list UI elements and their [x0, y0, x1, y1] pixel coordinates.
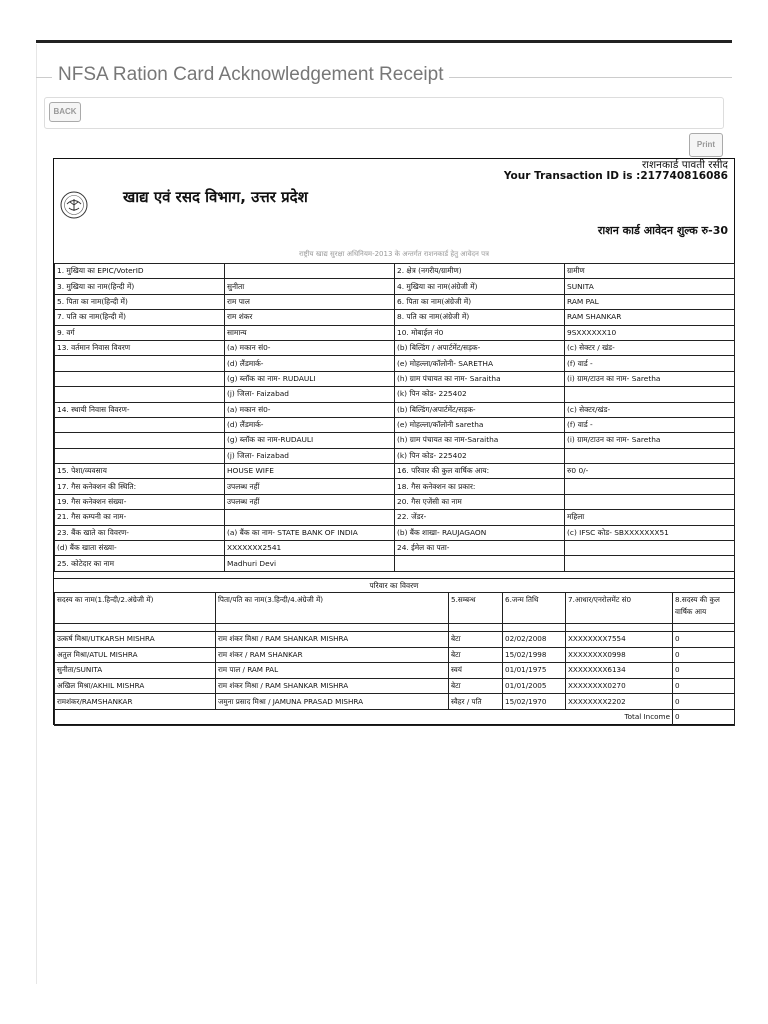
field-label — [55, 356, 225, 371]
details-row — [55, 510, 735, 525]
family-header-row — [55, 593, 735, 624]
field-label — [55, 433, 225, 448]
up-state-emblem-icon — [60, 191, 88, 219]
transaction-id: Your Transaction ID is :217740816086 — [503, 170, 728, 182]
field-value: (c) सेक्टर/खंड- — [565, 402, 735, 417]
details-row — [55, 279, 735, 294]
details-row — [55, 556, 735, 571]
field-label: (b) बिल्डिंग/अपार्टमेंट/सड़क- — [395, 402, 565, 417]
family-cell: अखिल मिश्रा/AKHIL MISHRA — [55, 678, 216, 694]
family-cell: 0 — [673, 694, 735, 710]
family-table — [54, 592, 735, 726]
details-row — [55, 340, 735, 355]
field-label: 4. मुखिया का नाम(अंग्रेजी में) — [395, 279, 565, 294]
details-table — [54, 263, 735, 572]
family-cell: बेटा — [449, 678, 503, 694]
family-cell: स्वयं — [449, 663, 503, 679]
field-label: 17. गैस कनेक्शन की स्थिति: — [55, 479, 225, 494]
field-value: XXXXXXX2541 — [225, 541, 395, 556]
field-value: (d) लैंडमार्क- — [225, 417, 395, 432]
details-row — [55, 371, 735, 386]
field-value: उपलब्ध नहीं — [225, 494, 395, 509]
field-label: 8. पति का नाम(अंग्रेजी में) — [395, 310, 565, 325]
receipt-label: राशनकार्ड पावती रसीद — [642, 159, 728, 171]
field-value: राम पाल — [225, 294, 395, 309]
family-member-row — [55, 694, 735, 710]
field-value — [565, 479, 735, 494]
family-cell: राम शंकर / RAM SHANKAR — [216, 647, 449, 663]
field-label: 19. गैस कनेक्शन संख्या- — [55, 494, 225, 509]
family-cell: 15/02/1970 — [503, 694, 566, 710]
family-member-row — [55, 663, 735, 679]
field-label: 25. कोटेदार का नाम — [55, 556, 225, 571]
field-label: 20. गैस एजेंसी का नाम — [395, 494, 565, 509]
field-label: 10. मोबाईल नं0 — [395, 325, 565, 340]
field-value: (j) जिला- Faizabad — [225, 448, 395, 463]
family-cell: 0 — [673, 678, 735, 694]
field-value: (a) मकान सं0- — [225, 340, 395, 355]
field-value: RAM SHANKAR — [565, 310, 735, 325]
family-cell: रामशंकर/RAMSHANKAR — [55, 694, 216, 710]
field-label: 18. गैस कनेक्शन का प्रकार: — [395, 479, 565, 494]
family-spacer-cell — [55, 624, 216, 632]
field-value: सामान्य — [225, 325, 395, 340]
field-value — [565, 494, 735, 509]
field-label — [55, 448, 225, 463]
family-member-row — [55, 647, 735, 663]
field-label: 23. बैंक खाते का विवरण- — [55, 525, 225, 540]
details-row — [55, 387, 735, 402]
field-label: 15. पेशा/व्यवसाय — [55, 464, 225, 479]
family-cell: जमुना प्रसाद मिश्रा / JAMUNA PRASAD MISHRA — [216, 694, 449, 710]
field-label: (b) बिल्डिंग / अपार्टमेंट/सड़क- — [395, 340, 565, 355]
family-spacer-cell — [503, 624, 566, 632]
field-value: (g) ब्लॉक का नाम- RUDAULI — [225, 371, 395, 386]
family-heading: परिवार का विवरण — [54, 578, 734, 593]
details-row — [55, 525, 735, 540]
back-button[interactable]: BACK — [49, 102, 81, 122]
family-cell: 01/01/2005 — [503, 678, 566, 694]
family-cell: अतुल मिश्रा/ATUL MISHRA — [55, 647, 216, 663]
family-cell: 0 — [673, 632, 735, 648]
field-value: SUNITA — [565, 279, 735, 294]
field-value: ग्रामीण — [565, 264, 735, 279]
field-value: RAM PAL — [565, 294, 735, 309]
family-member-row — [55, 678, 735, 694]
field-value — [225, 264, 395, 279]
field-label: (b) बैंक शाखा- RAUJAGAON — [395, 525, 565, 540]
field-label: (k) पिन कोड- 225402 — [395, 448, 565, 463]
field-label: 3. मुखिया का नाम(हिन्दी में) — [55, 279, 225, 294]
field-value: (i) ग्राम/टाउन का नाम- Saretha — [565, 433, 735, 448]
field-value: (j) जिला- Faizabad — [225, 387, 395, 402]
family-spacer-cell — [449, 624, 503, 632]
field-label: 14. स्थायी निवास विवरण- — [55, 402, 225, 417]
field-value — [565, 556, 735, 571]
family-cell: XXXXXXXX0270 — [566, 678, 673, 694]
print-button[interactable]: Print — [689, 133, 723, 157]
family-column-header: पिता/पति का नाम(3.हिन्दी/4.अंग्रेजी में) — [216, 593, 449, 624]
field-label: 7. पति का नाम(हिन्दी में) — [55, 310, 225, 325]
field-label: 2. क्षेत्र (नगरीय/ग्रामीण) — [395, 264, 565, 279]
family-spacer-cell — [673, 624, 735, 632]
field-value — [565, 387, 735, 402]
details-row — [55, 448, 735, 463]
details-row — [55, 325, 735, 340]
field-label: 13. वर्तमान निवास विवरण — [55, 340, 225, 355]
total-income-label: Total Income — [55, 709, 673, 725]
title-row — [36, 64, 732, 90]
department-name: खाद्य एवं रसद विभाग, उत्तर प्रदेश — [123, 188, 308, 206]
field-value: (c) सेक्टर / खंड- — [565, 340, 735, 355]
family-cell: XXXXXXXX2202 — [566, 694, 673, 710]
family-cell: XXXXXXXX0998 — [566, 647, 673, 663]
details-row — [55, 541, 735, 556]
field-value: (i) ग्राम/टाउन का नाम- Saretha — [565, 371, 735, 386]
family-column-header: सदस्य का नाम(1.हिन्दी/2.अंग्रेजी में) — [55, 593, 216, 624]
family-cell: 15/02/1998 — [503, 647, 566, 663]
field-value: (a) मकान सं0- — [225, 402, 395, 417]
field-value: (g) ब्लॉक का नाम-RUDAULI — [225, 433, 395, 448]
details-row — [55, 494, 735, 509]
details-row — [55, 264, 735, 279]
details-row — [55, 417, 735, 432]
field-value: रु0 0/- — [565, 464, 735, 479]
family-cell: 0 — [673, 647, 735, 663]
family-cell: उत्कर्ष मिश्रा/UTKARSH MISHRA — [55, 632, 216, 648]
top-divider — [36, 40, 732, 43]
field-value: महिला — [565, 510, 735, 525]
field-label: (e) मोहल्ला/कॉलोनी- SARETHA — [395, 356, 565, 371]
family-cell: XXXXXXXX6134 — [566, 663, 673, 679]
field-label: 5. पिता का नाम(हिन्दी में) — [55, 294, 225, 309]
family-cell: राम पाल / RAM PAL — [216, 663, 449, 679]
field-label: (d) बैंक खाता संख्या- — [55, 541, 225, 556]
family-spacer-cell — [566, 624, 673, 632]
field-value: (f) वार्ड - — [565, 417, 735, 432]
field-value: (f) वार्ड - — [565, 356, 735, 371]
field-label: 21. गैस कम्पनी का नाम- — [55, 510, 225, 525]
field-label: 1. मुखिया का EPIC/VoterID — [55, 264, 225, 279]
details-row — [55, 294, 735, 309]
family-column-header: 7.आधार/एनरोलमेंट सं0 — [566, 593, 673, 624]
family-cell: स्वैहर / पति — [449, 694, 503, 710]
field-value: (d) लैंडमार्क- — [225, 356, 395, 371]
family-column-header: 8.सदस्य की कुल वार्षिक आय — [673, 593, 735, 624]
details-row — [55, 310, 735, 325]
details-row — [55, 464, 735, 479]
field-value: Madhuri Devi — [225, 556, 395, 571]
details-row — [55, 402, 735, 417]
field-value: HOUSE WIFE — [225, 464, 395, 479]
family-cell: 02/02/2008 — [503, 632, 566, 648]
family-member-row — [55, 632, 735, 648]
field-value — [565, 541, 735, 556]
total-income-value: 0 — [673, 709, 735, 725]
family-cell: 01/01/1975 — [503, 663, 566, 679]
page-title: NFSA Ration Card Acknowledgement Receipt — [52, 64, 449, 86]
field-label: (e) मोहल्ला/कॉलोनी saretha — [395, 417, 565, 432]
total-income-row — [55, 709, 735, 725]
field-label: 22. जेंडर- — [395, 510, 565, 525]
family-cell: बेटा — [449, 647, 503, 663]
family-cell: बेटा — [449, 632, 503, 648]
field-value: (c) IFSC कोड- SBXXXXXXX51 — [565, 525, 735, 540]
field-label: 24. ईमेल का पता- — [395, 541, 565, 556]
family-spacer-row — [55, 624, 735, 632]
field-label — [55, 371, 225, 386]
form-subtitle: राष्ट्रीय खाद्य सुरक्षा अधिनियम-2013 के अन्तर्गत राशनकार्ड हेतु आवेदन पत्र — [298, 250, 490, 258]
family-cell: राम शंकर मिश्रा / RAM SHANKAR MISHRA — [216, 678, 449, 694]
field-value: सुनीता — [225, 279, 395, 294]
field-value: राम शंकर — [225, 310, 395, 325]
field-value: उपलब्ध नहीं — [225, 479, 395, 494]
field-value: 9SXXXXXX10 — [565, 325, 735, 340]
field-label: 6. पिता का नाम(अंग्रेजी में) — [395, 294, 565, 309]
family-cell: 0 — [673, 663, 735, 679]
field-label — [395, 556, 565, 571]
back-bar — [44, 97, 724, 129]
field-value — [225, 510, 395, 525]
family-column-header: 5.सम्बन्ध — [449, 593, 503, 624]
receipt-document — [53, 158, 735, 725]
family-spacer-cell — [216, 624, 449, 632]
details-row — [55, 479, 735, 494]
field-value — [565, 448, 735, 463]
field-label: 9. वर्ग — [55, 325, 225, 340]
left-page-rule — [36, 44, 37, 984]
details-row — [55, 356, 735, 371]
field-label: (h) ग्राम पंचायत का नाम- Saraitha — [395, 371, 565, 386]
family-cell: XXXXXXXX7554 — [566, 632, 673, 648]
field-label: 16. परिवार की कुल वार्षिक आय: — [395, 464, 565, 479]
field-label — [55, 387, 225, 402]
application-fee: राशन कार्ड आवेदन शुल्क रु-30 — [597, 224, 728, 237]
details-row — [55, 433, 735, 448]
family-cell: राम शंकर मिश्रा / RAM SHANKAR MISHRA — [216, 632, 449, 648]
family-column-header: 6.जन्म तिथि — [503, 593, 566, 624]
family-cell: सुनीता/SUNITA — [55, 663, 216, 679]
field-label: (h) ग्राम पंचायत का नाम-Saraitha — [395, 433, 565, 448]
field-label — [55, 417, 225, 432]
field-label: (k) पिन कोड- 225402 — [395, 387, 565, 402]
field-value: (a) बैंक का नाम- STATE BANK OF INDIA — [225, 525, 395, 540]
